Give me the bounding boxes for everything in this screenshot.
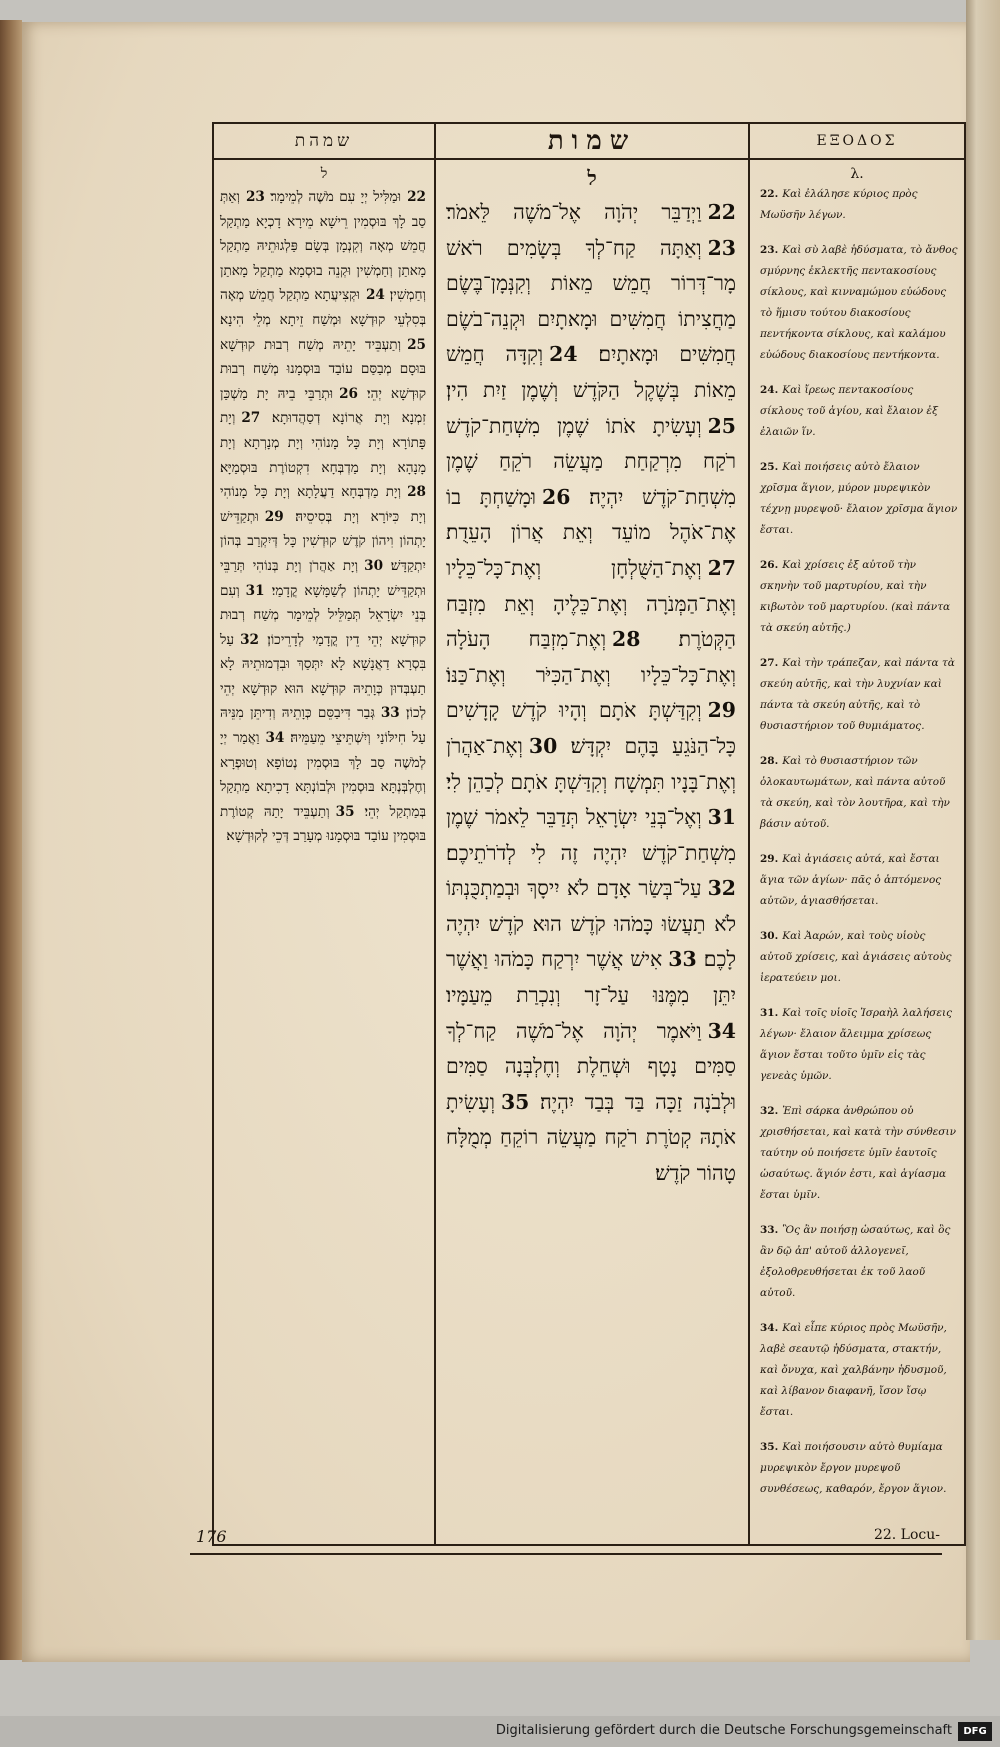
verse-number: 24 [365,287,385,304]
verse-text: וְעָשִׂיתָ אֹתוֹ שֶׁמֶן מִשְׁחַת־קֹדֶשׁ רֹקַח מִרְקַחַת מַעֲשֵׂה רֹקֵחַ שֶׁמֶן מִשְׁחַת־קֹדֶשׁ יִהְיֶה׃ [446,413,737,509]
verse-text: וְיָת פָּתוֹרָא וְיָת כָּל מָנוֹהִי וְיָת מְנָרְתָא וְיָת מָנָהָא וְיָת מַדְבְּחָא דִקְטוֹרֶת בּוּסְמַיָּא׃ [220,410,426,476]
verse [760,240,958,366]
verse-text: Καὶ ποιήσεις αὐτὸ ἔλαιον χρῖσμα ἅγιον, μύρον μυρεψικὸν τέχνῃ μυρεψοῦ· ἔλαιον χρῖσμα ἅγιον ἔσται. [760,461,958,536]
verse-number: 26. [760,559,779,571]
catchword: 22. Locu- [873,1527,940,1543]
verse-number: 30. [760,930,779,942]
verse-text: וְתַעְבֵּיד יָתֵיהּ מְשַׁח רְבוּת קוּדְשָׁא בּוּסָם מְבַסַּם עוֹבַד בּוּסְמָנוּ מְשַׁח רְבוּת קוּדְשָׁא יְהֵי׃ [220,336,427,402]
verse-text: וְאַתָּה קַח־לְךָ בְּשָׂמִים רֹאשׁ מָר־דְּרוֹר חֲמֵשׁ מֵאוֹת וְקִנְּמָן־בֶּשֶׂם מַחֲצִיתוֹ חֲמִשִּׁים וּמָאתָיִם וּקְנֵה־בֹשֶׂם חֲמִשִּׁים וּמָאתָיִם׃ [446,235,736,367]
verse-text: Καὶ τοῖς υἱοῖς Ἰσραὴλ λαλήσεις λέγων· ἔλαιον ἄλειμμα χρίσεως ἅγιον ἔσται τοῦτο ὑμῖν εἰς τὰς γενεὰς ὑμῶν. [760,1007,952,1082]
verse-text: וְתַעְבֵּיד יָתַהּ קְטוֹרֶת בּוּסְמִין עוֹבַד בּוּסְמָנוּ מְעָרַב דְּכֵי לְקוּדְשָׁא׃ [220,803,426,845]
verse-number: 26 [542,484,571,509]
verse-text: עַל בִּסְרָא דַאֲנָשָׁא לָא יִתְּסַךְ וּבִדְמוּתֵיהּ לָא תַעְבְּדוּן כְּוָתֵיהּ קוּדְשָׁא הוּא קוּדְשָׁא יְהֵי לְכוֹן׃ [220,631,426,722]
verse-text: וַיֹּאמֶר יְהֹוָה אֶל־מֹשֶׁה קַח־לְךָ סַמִּים נָטָף וּשְׁחֵלֶת וְחֶלְבְּנָה סַמִּים וּלְבֹנָה זַכָּה בַּד בְּבַד יִהְיֶה׃ [446,1018,737,1114]
verse [760,1003,958,1087]
verse-text: וּתְקַדֵּישׁ יָתְהוֹן וִיהוֹן קֹדֶשׁ קוּדְשִׁין כָּל דְּיִקְרַב בְּהוֹן יִתְקַדָּשׁ׃ [220,508,426,574]
verse-text: Καὶ εἶπε κύριος πρὸς Μωϋσῆν, λαβὲ σεαυτῷ ἡδύσματα, στακτήν, καὶ ὄνυχα, καὶ χαλβάνην ἡδυσμοῦ, καὶ λίβανον διαφανῆ, ἴσον ἴσῳ ἔσται. [760,1322,947,1418]
verse-number: 23 [707,235,736,260]
verse-number: 27 [241,410,261,427]
verse-text: וְאֶת־מִזְבַּח הָעֹלָה וְאֶת־כָּל־כֵּלָיו וְאֶת־הַכִּיֹּר וְאֶת־כַּנּוֹ׃ [446,627,736,687]
verse-number: 25 [407,336,426,353]
verse-number: 27 [707,555,736,580]
verse-text: Ἐπὶ σάρκα ἀνθρώπου οὐ χρισθήσεται, καὶ κατὰ τὴν σύνθεσιν ταύτην οὐ ποιήσετε ὑμῖν ἑαυτοῖς ὡσαύτως. ἅγιόν ἐστι, καὶ ἁγίασμα ἔσται ὑμῖν. [760,1105,956,1201]
verse-number: 35 [335,803,355,820]
verse-number: 34 [707,1018,736,1043]
verse-number: 28 [612,627,641,652]
verse-text: וְאֶת־הַשֻּׁלְחָן וְאֶת־כָּל־כֵּלָיו וְאֶת־הַמְּנֹרָה וְאֶת־כֵּלֶיהָ וְאֵת מִזְבַּח הַקְּטֹרֶת׃ [446,555,736,652]
verse [760,926,958,989]
verse-text: גְּבַר דִּיבַסֵּם כְּוָתֵיהּ וְדִיתֵּן מִנֵּיהּ עַל חִילּוֹנַי וְיִשְׁתֵּיצֵי מֵעַמֵּיהּ׃ [220,705,426,747]
verse [446,200,736,224]
verse-number: 28. [760,755,779,767]
page-number: 176 [196,1527,227,1546]
verse-text: Καὶ χρίσεις ἐξ αὐτοῦ τὴν σκηνὴν τοῦ μαρτυρίου, καὶ τὴν κιβωτὸν τοῦ μαρτυρίου. (καὶ πάντα τὰ σκεύη αὐτῆς.) [760,559,951,634]
verse-number: 28 [407,484,426,501]
verse-number: 29. [760,853,779,865]
verse-text: וְעָשִׂיתָ אֹתָהּ קְטֹרֶת רֹקַח מַעֲשֵׂה רוֹקֵחַ מְמֻלָּח טָהוֹר קֹדֶשׁ׃ [446,1089,736,1186]
credit-text: Digitalisierung gefördert durch die Deutsche Forschungsgemeinschaft [495,1723,952,1738]
verse-number: 29 [264,508,284,525]
verse-text: Καὶ ἴρεως πεντακοσίους σίκλους τοῦ ἁγίου, καὶ ἔλαιον ἐξ ἐλαιῶν ἵν. [760,384,938,438]
verse-number: 35 [500,1089,530,1114]
hebrew-chapter-mark: ל [587,166,597,190]
verse [760,1220,958,1304]
hebrew-column-header: שמות [436,124,748,160]
dfg-logo: DFG [958,1722,992,1741]
verse-text: Καὶ τὴν τράπεζαν, καὶ πάντα τὰ σκεύη αὐτῆς, καὶ τὴν λυχνίαν καὶ πάντα τὰ σκεύη αὐτῆς, καὶ τὸ θυσιαστήριον τοῦ θυμιάματος. [760,657,955,732]
aramaic-verse-list [214,185,434,849]
verse [760,555,958,639]
greek-verse-list [750,184,964,1500]
verse [760,1318,958,1423]
verse-number: 32. [760,1105,779,1117]
verse-number: 31. [760,1007,779,1019]
book-edge-right [966,0,1000,1640]
verse [760,184,958,226]
verse-text: וְאֶל־בְּנֵי יִשְׂרָאֵל תְּדַבֵּר לֵאמֹר שֶׁמֶן מִשְׁחַת־קֹדֶשׁ יִהְיֶה זֶה לִי לְדֹרֹתֵיכֶם׃ [446,805,736,865]
verse-number: 25 [707,413,736,438]
verse-number: 22 [407,189,426,205]
verse [446,947,736,1007]
text-frame [212,122,966,1546]
verse-number: 32 [240,631,259,648]
verse-text: Ὃς ἂν ποιήσῃ ὡσαύτως, καὶ ὃς ἂν δῷ ἀπ' αὐτοῦ ἀλλογενεῖ, ἐξολοθρευθήσεται ἐκ τοῦ λαοῦ αὐτοῦ. [760,1224,951,1299]
verse [446,805,736,865]
verse-text: Καὶ τὸ θυσιαστήριον τῶν ὁλοκαυτωμάτων, καὶ πάντα αὐτοῦ τὰ σκεύη, καὶ τὸν λουτῆρα, καὶ τὴν βάσιν αὐτοῦ. [760,755,950,830]
verse-number: 30 [528,733,558,758]
verse-text: וְאַתְּ סַב לָךְ בּוּסְמִין רֵישָׁא מֵירָא דָכְיָא מַתְקַל חֲמֵשׁ מְאָה וְקִנְמָן בְּשָׂם פַּלְגוּתֵיהּ מַתְקַל מָאתַן וְחַמְשִׁין וּקְנֵה בוּסְמָא מַתְקַל מָאתַן וְחַמְשִׁין׃ [220,189,426,304]
verse-number: 33 [380,705,400,722]
verse-text: וְיָת אַהֲרֹן וְיָת בְּנוֹהִי תְּרַבֵּי וּתְקַדֵּישׁ יָתְהוֹן לְשַׁמָּשָׁא קֳדָמַי׃ [220,557,427,599]
verse-number: 33. [760,1224,779,1236]
verse-number: 32 [707,876,736,901]
verse-text: וְעִם בְּנֵי יִשְׂרָאֵל תְּמַלֵּיל לְמֵימָר מְשַׁח רְבוּת קוּדְשָׁא יְהֵי דֵין קֳדָמַי לְדָרֵיכוֹן׃ [220,582,426,648]
verse [760,1101,958,1206]
verse-number: 35. [760,1441,779,1453]
verse-number: 22 [707,200,736,224]
verse-text: וְיָת מַדְבְּחָא דַעֲלָתָא וְיָת כָּל מָנוֹהִי וְיָת כִּיּוֹרָא וְיָת בְּסִיסֵיהּ׃ [220,484,426,525]
aramaic-chapter-mark: ל [320,166,328,182]
verse-text: וְקִדָּה חֲמֵשׁ מֵאוֹת בְּשֶׁקֶל הַקֹּדֶשׁ וְשֶׁמֶן זַיִת הִין׃ [446,342,736,402]
verse-text: וַיְדַבֵּר יְהֹוָה אֶל־מֹשֶׁה לֵּאמֹר׃ [446,200,702,224]
verse-text: וּמָשַׁחְתָּ בוֹ אֶת־אֹהֶל מוֹעֵד וְאֵת אֲרוֹן הָעֵדֻת׃ [446,484,736,545]
verse-text: Καὶ ποιήσουσιν αὐτὸ θυμίαμα μυρεψικὸν ἔργον μυρεψοῦ συνθέσεως, καθαρόν, ἔργον ἅγιον. [760,1441,947,1495]
verse-number: 23 [245,189,265,205]
digitization-credit-bar [0,1716,1000,1747]
book-edge-left [0,20,22,1660]
verse-number: 23. [760,244,779,256]
aramaic-column [214,124,436,1544]
verse-text: עַל־בְּשַׂר אָדָם לֹא יִיסָךְ וּבְמַתְכֻּנְתּוֹ לֹא תַעֲשׂוּ כָּמֹהוּ קֹדֶשׁ הוּא קֹדֶשׁ יִהְיֶה לָכֶם׃ [446,876,737,972]
verse-text: אִישׁ אֲשֶׁר יִרְקַח כָּמֹהוּ וַאֲשֶׁר יִתֵּן מִמֶּנּוּ עַל־זָר וְנִכְרַת מֵעַמָּיו׃ [446,947,736,1008]
verse-number: 29 [707,698,736,723]
verse-number: 25. [760,461,779,473]
verse [760,849,958,912]
verse [760,751,958,835]
hebrew-verse-list [436,193,748,1192]
verse-number: 24. [760,384,779,396]
verse-text: וּקְצִיעֲתָא מַתְקַל חֲמֵשׁ מְאָה בְּסִלְעֵי קוּדְשָׁא וּמְשַׁח זֵיתָא מְלֵי הִינָא׃ [220,287,426,328]
verse-number: 27. [760,657,779,669]
verse-number: 34. [760,1322,779,1334]
footer-rule [190,1553,942,1555]
verse-text: Καὶ ἁγιάσεις αὐτά, καὶ ἔσται ἅγια τῶν ἁγίων· πᾶς ὁ ἁπτόμενος αὐτῶν, ἁγιασθήσεται. [760,853,942,907]
verse-text: וַאֲמַר יְיָ לְמֹשֶׁה סַב לָךְ בּוּסְמִין נְטוֹפָא וְטוּפְרָא וְחֶלְבְּנְתָּא בּוּסְמִין וּלְבוֹנְתָּא דָכִיתָא מַתְקַל בְּמַתְקַל יְהֵי׃ [220,730,426,820]
verse-text: וְקִדַּשְׁתָּ אֹתָם וְהָיוּ קֹדֶשׁ קָדָשִׁים כָּל־הַנֹּגֵעַ בָּהֶם יִקְדָּשׁ׃ [446,698,737,758]
verse-number: 33 [668,947,697,972]
verse-number: 34 [265,730,285,747]
verse [760,380,958,443]
book-page [22,22,970,1662]
verse-number: 24 [549,342,578,367]
page-footer [190,1527,940,1555]
verse-number: 31 [707,805,736,830]
verse-number: 30 [364,557,384,574]
greek-chapter-mark: λ. [850,166,864,182]
verse [760,653,958,737]
verse-number: 31 [245,582,265,599]
verse-number: 26 [339,385,359,402]
verse [270,189,426,205]
greek-column [750,124,964,1544]
verse-text: וּתְרַבֵּי בֵיהּ יָת מַשְׁכַּן זִמְנָא וְיָת אֲרוֹנָא דְסַהֲדוּתָא׃ [220,385,426,427]
verse [760,1437,958,1500]
verse [760,457,958,541]
verse-text: Καὶ ἐλάλησε κύριος πρὸς Μωϋσῆν λέγων. [760,188,918,221]
verse-text: וְאֶת־אַהֲרֹן וְאֶת־בָּנָיו תִּמְשָׁח וְקִדַּשְׁתָּ אֹתָם לְכַהֵן לִי׃ [446,733,736,794]
verse-text: Καὶ σὺ λαβὲ ἡδύσματα, τὸ ἄνθος σμύρνης ἐκλεκτῆς πεντακοσίους σίκλους, καὶ κινναμώμου εὐώδους τὸ ἥμισυ τούτου διακοσίους πεντήκοντα σίκλους, καὶ καλάμου εὐώδους διακοσίους πεντήκοντα. [760,244,958,361]
verse-number: 22. [760,188,779,200]
greek-column-header: ΕΞΟΔΟΣ [750,124,964,160]
aramaic-column-header: שמהת [214,124,434,160]
verse-text: וּמַלִּיל יְיָ עִם מֹשֶׁה לְמֵימָר׃ [270,189,402,205]
hebrew-column [436,124,750,1544]
verse-text: Καὶ Ἀαρών, καὶ τοὺς υἱοὺς αὐτοῦ χρίσεις, καὶ ἁγιάσεις αὐτοὺς ἱερατεύειν μοι. [760,930,952,984]
